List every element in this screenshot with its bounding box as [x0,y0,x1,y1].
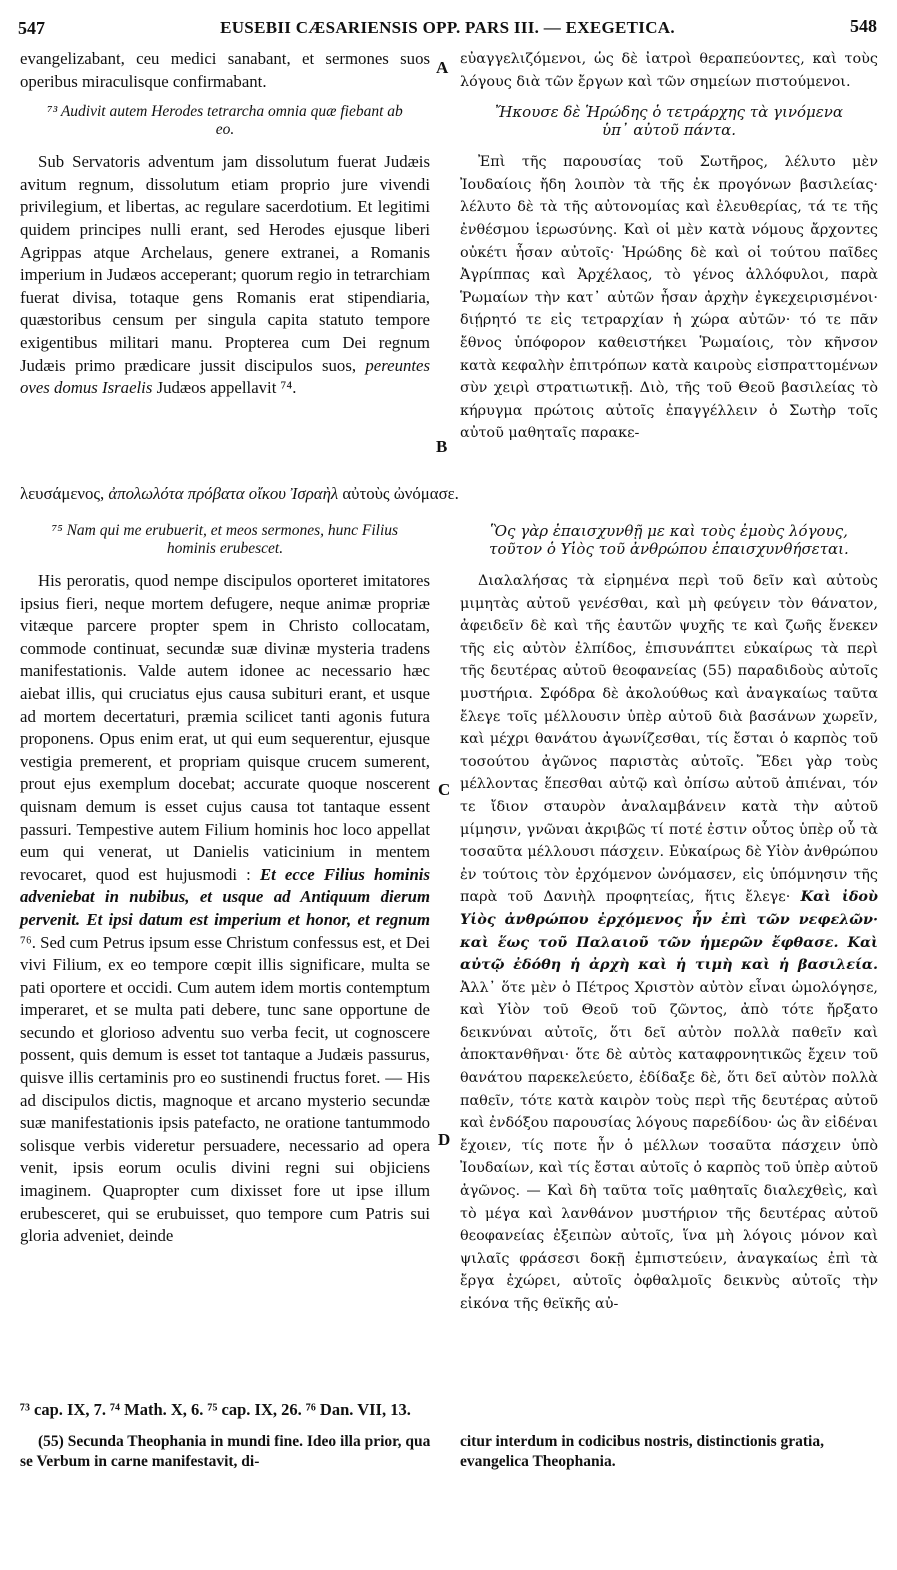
greek-heading-75: Ὃς γὰρ ἐπαισχυνθῇ με καὶ τοὺς ἐμοὺς λόγους, τοῦτον ὁ Υἱὸς τοῦ ἀνθρώπου ἐπαισχυνθήσεται. [489,522,849,558]
greek-column-top [460,48,878,445]
greek-paragraph-0: εὐαγγελιζόμενοι, ὡς δὲ ἰατροὶ θεραπεύοντες, καὶ τοὺς λόγους διὰ τῶν ἔργων καὶ τῶν σημείων πιστούμενοι. [460,51,878,90]
spanning-line [20,484,880,504]
latin-p2-end: ⁷⁶. Sed cum Petrus ipsum esse Christum confessus est, et Dei vivi Filium, ex eo tempore cœpit illis significare, multa se pati oportere et occidi. Cum autem idem mortis contemptum imperaret, et se multa pati debere, tunc sane opportune de secundo et glorioso adventu suo verba fecit, ut cognoscere possent, quis demum is esset tot tantaque a Judæis passurus, quisve illis certaminis pro eo sustinendi fructus foret. — His ad discipulos dictis, magnoque et arcano mysterio secundæ suæ manifestationis ipsis patefacto, ne oratione tantummodo solisque verbis videretur persuadere, necessario ad opera venit, ipsis eorum oculis divini regni sui objiciens imaginem. Quapropter cum dixisset fore ut ipse illum erubesceret, qui se erubuisset, quo tempore cum Patris sui gloria adveniet, deinde [20,932,430,1246]
spanning-after: αὐτοὺς ὠνόμασε. [338,484,459,503]
greek-p2-text: Διαλαλήσας τὰ εἰρημένα περὶ τοῦ δεῖν καὶ αὐτοὺς μιμητὰς αὐτοῦ γενέσθαι, καὶ μὴ φεύγειν τὸν θάνατον, ἀφειδεῖν δὲ καὶ τῆς ἑαυτῶν ψυχῆς τε καὶ ζωῆς ἕνεκεν τῆς εἰς αὐτὸν ἐλπίδος, ἐπισυνάπτει εὐκαίρως τὰ περὶ τῆς δευτέρας αὐτοῦ θεοφανείας (55) παραδιδοὺς αὐτοῖς μυστήρια. Σφόδρα δὲ ἀκολούθως καὶ ἀναγκαίως ταῦτα ἔλεγε τοῖς μέλλουσιν ὑπὲρ αὐτοῦ διὰ βασάνων χωρεῖν, καὶ μέχρι θανάτου ἀγωνίζεσθαι, τίς ἔσται ὁ καρπὸς τοῦ τοσούτου ἀγῶνος παριστὰς αὐτοῖς. Ἔδει γὰρ τοὺς μέλλοντας ἕπεσθαι αὐτῷ καὶ ὀπίσω αὐτοῦ ἀπιέναι, τόν τε ἴδιον σταυρὸν ἀναλαμβάνειν κατὰ τὴν αὐτοῦ μίμησιν, γνῶναι ἀκριβῶς τί ποτέ ἐστιν οὗτος ὑπὲρ οὗ τὰ τοσαῦτα μέλλουσι πάσχειν. Εὐκαίρως δὲ Υἱὸν ἀνθρώπου ἐν τούτοις τὸν ἐρχόμενον ὠνόμασεν, εἰς ὑπόμνησιν τῆς παρὰ τοῦ Δανιὴλ προφητείας, ἥτις ἔλεγε· [460,573,878,906]
page-header [18,12,877,42]
latin-p1-end: Judæos appellavit ⁷⁴. [152,378,297,398]
running-title: EUSEBII CÆSARIENSIS OPP. PARS III. — EXEGETICA. [220,18,675,37]
footnote-55-right: citur interdum in codicibus nostris, distinctionis gratia, evangelica Theophania. [460,1433,824,1470]
greek-column-bottom [460,512,878,1316]
latin-p2-quote: Et ecce Filius hominis adveniebat in nubibus, et usque ad Antiquum dierum pervenit. Et ipsi datum est imperium et honor, et regnum [20,864,430,929]
latin-paragraph-1 [20,151,430,400]
latin-p1-text: Sub Servatoris adventum jam dissolutum fuerat Judæis avitum regnum, dissolutum etiam proprio jure vivendi privilegium, et libertas, ac regulare sacerdotium. Et legitimi quidem principes nulli erant, sed Herodes ejusque liberi Agrippas atque Archelaus, genere extranei, a Romanis imperium in Judæos acceperant; quorum regio in tetrarchiam fuerat divisa, totaque gens Romanis erat stipendiaria, quæstoribus censum per singula capita statuto tempore exigentibus militari manu. Propterea cum Dei regnum Judæis primo prædicare jussit discipulos suos, [20,152,430,375]
spanning-italic: ἀπολωλότα πρόβατα οἴκου Ἰσραὴλ [108,484,339,503]
margin-marker-c: C [438,780,451,799]
spanning-before: λευσάμενος, [20,484,109,503]
latin-paragraph-2 [20,570,430,1248]
greek-p2-quote: Καὶ ἰδοὺ Υἱὸς ἀνθρώπου ἐρχόμενος ἦν ἐπὶ τῶν νεφελῶν· καὶ ἕως τοῦ Παλαιοῦ τῶν ἡμερῶν ἔφθασε. Καὶ αὐτῷ ἐδόθη ἡ ἀρχὴ καὶ ἡ τιμὴ καὶ ἡ βασιλεία. [460,888,879,974]
latin-column-bottom [20,512,430,1248]
latin-p2-text: His peroratis, quod nempe discipulos oporteret imitatores ipsius fieri, neque mortem defugere, neque animæ propriæ vitæque parcere propter spem in Christo collocatam, commode continuat, secundæ suæ divinæ mysteria tradens manifestationis. Valde autem idonee ac necessario hæc aiebat illis, qui cruciatus ejus causa subituri erant, et usque ad mortem decertaturi, præmia scilicet tanti agonis futura proponens. Opus enim erat, ut qui eum sequerentur, ejusque vestigia premerent, et propriam quisque crucem sumerent, prout ejus exemplum docebat; accurate quoque noscerent quisnam demum is esset cujus causa tot tantaque essent passuri. Tempestive autem Filium hominis hoc loco appellat eum qui venerat, ut Danielis vaticinium in mentem revocaret, quod est hujusmodi : [20,571,430,884]
latin-heading-73: ⁷³ Audivit autem Herodes tetrarcha omnia quæ fiebant ab eo. [47,103,403,139]
greek-heading-73: Ἤκουσε δὲ Ἡρώδης ὁ τετράρχης τὰ γινόμενα ὑπ᾽ αὐτοῦ πάντα. [494,103,844,140]
footnote-55-left: (55) Secunda Theophania in mundi fine. Ideo illa prior, qua se Verbum in carne manifestavit, di- [20,1433,431,1470]
margin-marker-a: A [436,58,449,77]
margin-marker-d: D [438,1130,451,1149]
latin-p1-italic: pereuntes oves domus Israelis [20,355,430,398]
greek-paragraph-2 [460,570,878,1316]
page-number-left: 547 [18,18,45,38]
latin-heading-75: ⁷⁵ Nam qui me erubuerit, et meos sermones, hunc Filius hominis erubescet. [51,522,399,557]
greek-p2-end: Ἀλλ᾽ ὅτε μὲν ὁ Πέτρος Χριστὸν αὐτὸν εἶναι ὡμολόγησε, καὶ Υἱὸν τοῦ Θεοῦ τοῦ ζῶντος, ἀπὸ τότε ἤρξατο δεικνύναι αὐτοῖς, ὅτι δεῖ αὐτὸν πολλὰ παθεῖν καὶ ἀποκτανθῆναι· ὅτε δὲ αὐτὸς καταφρονητικῶς ἔχειν τοῦ θανάτου παρεκελεύετο, ἐδίδαξε δὲ, ὅτι δεῖ αὐτὸν πολλὰ παθεῖν, τότε κατὰ καιρὸν τοὺς περὶ τῆς δευτέρας αὐτοῦ καὶ ἐνδόξου παρουσίας λόγους παρεδίδου· ὡς ἂν εἰδέναι ἔχοιεν, τίς ποτε ἦν ὁ μέλλων τοσαῦτα πάσχειν ὑπὸ Ἰουδαίων, καὶ τίς ἔσται αὐτοῖς ὁ καρπὸς τοῦ ὑπὲρ αὐτοῦ ἀγῶνος. — Καὶ δὴ ταῦτα τοῖς μαθηταῖς διαλεχθεὶς, καὶ τὸ μέγα καὶ λανθάνον μυστήριον τῆς δευτέρας αὐτοῦ θεοφανείας ἐξειπὼν αὐτοῖς, ἵνα μὴ λόγοις μόνον καὶ ψιλαῖς φράσεσι δοκῇ ἐμπιστεύειν, ἀναγκαίως ἐπὶ τὰ ἔργα ἐχώρει, αὐτοῖς ὀφθαλμοῖς δεικνὺς αὐτοῖς τὴν εἰκόνα τῆς θεϊκῆς αὐ- [460,979,878,1312]
page-number-right: 548 [850,16,877,36]
latin-paragraph-0: evangelizabant, ceu medici sanabant, et sermones suos operibus miraculisque confirmabant. [20,49,430,91]
latin-column-top [20,48,430,400]
margin-marker-b: B [436,437,448,456]
greek-paragraph-1: Ἐπὶ τῆς παρουσίας τοῦ Σωτῆρος, λέλυτο μὲν Ἰουδαίοις ἤδη λοιπὸν τὰ τῆς ἐκ προγόνων βασιλείας· λέλυτο δὲ τὰ τῆς αὐτονομίας καὶ ἐλευθερίας, τά τε τῆς ἐνθέσμου ἱερωσύνης. Καὶ οἱ μὲν κατὰ νόμους ἄρχοντες οὐκέτι ἦσαν αὐτοῖς· Ἡρώδης δὲ καὶ οἱ τούτου παῖδες Ἀγρίππας καὶ Ἀρχέλαος, τὸ γένος ἀλλόφυλοι, παρὰ Ῥωμαίων τὴν κατ᾽ αὐτῶν ἦσαν ἀρχὴν ἐγκεχειρισμένοι· διῄρητό τε εἰς τετραρχίαν ἡ χώρα αὐτῶν· τό τε πᾶν ἔθνος ὑπόφορον καθειστήκει Ῥωμαίοις, τὸν κῆνσον κατὰ κεφαλὴν ἐπιτρόπων κατὰ καιροὺς εἰσπραττομένων σὺν χειρὶ στρατιωτικῇ. Διὸ, τῆς τοῦ Θεοῦ βασιλείας τὸ κήρυγμα πρώτοις αὐτοῖς ἐπαγγέλλειν ὁ Σωτὴρ τοῖς αὐτοῦ μαθηταῖς παρακε- [460,154,878,442]
footnote-references: ⁷³ cap. IX, 7. ⁷⁴ Math. X, 6. ⁷⁵ cap. IX, 26. ⁷⁶ Dan. VII, 13. [20,1400,411,1419]
